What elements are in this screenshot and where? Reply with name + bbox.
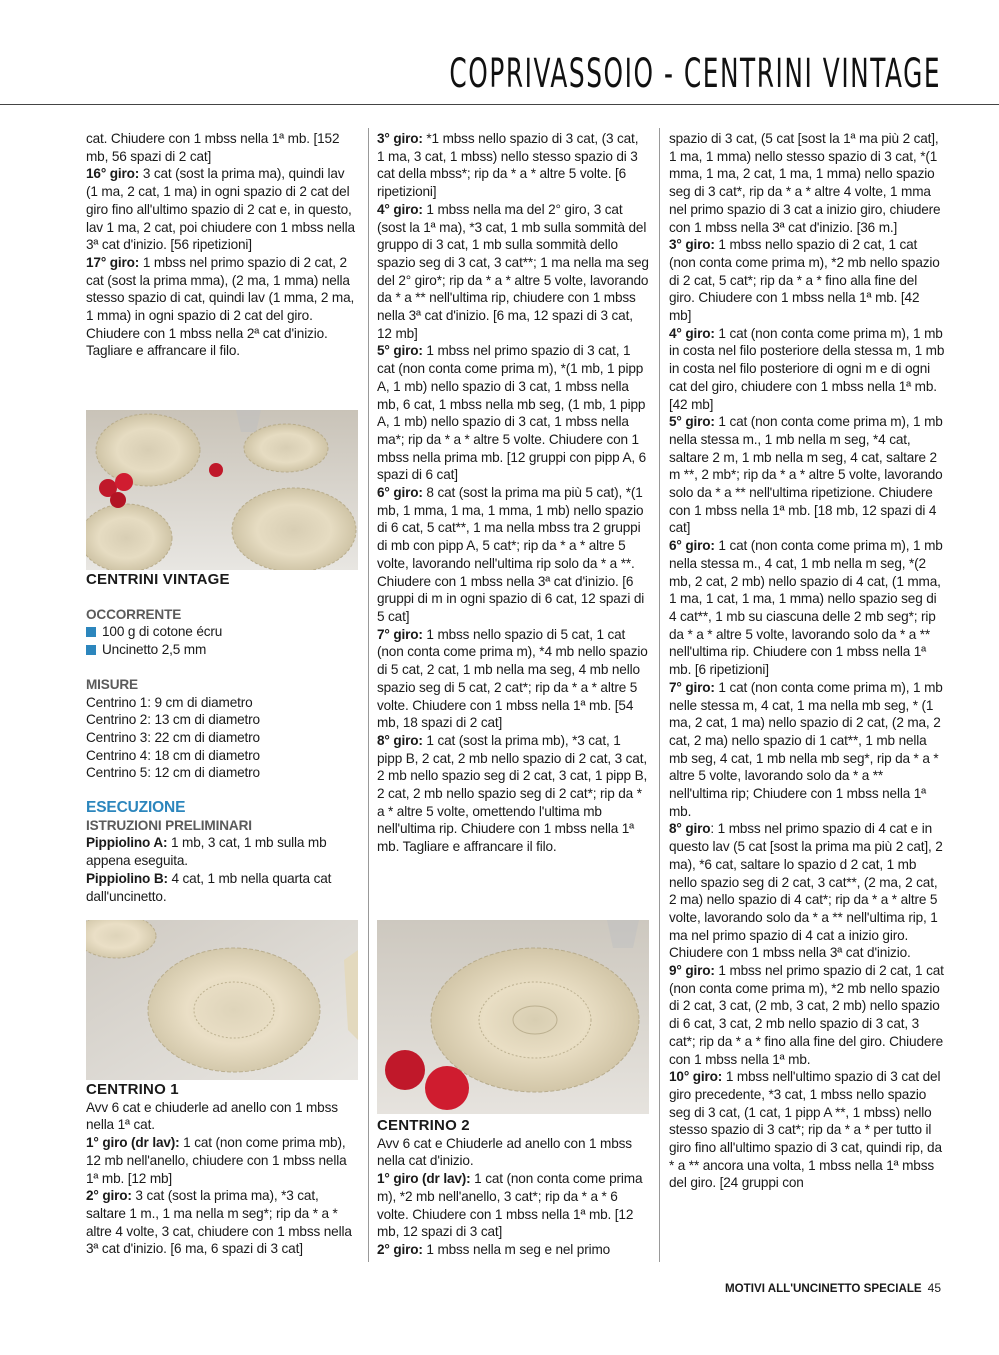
paragraph: 6° giro: 8 cat (sost la prima ma più 5 cat), *(1 mb, 1 mma, 1 ma, 1 mma, 1 mb) nello spazio di 6 cat, 5 cat**, 1 ma nella mbss tra 2 gruppi di mb con pipp A, 5 cat*; rip da * a * altre 5 volte, lavorando nell'ultima rip solo da * a **. Chiudere con 1 mbss nella 3ª cat d'inizio. [6 gruppi di m in ogni spazio di 6 cat, 12 spazi di 5 cat] bbox=[377, 485, 645, 624]
column-divider bbox=[659, 128, 660, 1262]
paragraph: Avv 6 cat e chiuderle ad anello con 1 mbss nella 1ª cat. bbox=[86, 1099, 338, 1133]
paragraph: 4° giro: 1 cat (non conta come prima m), 1 mb in costa nel filo posteriore della stessa m, 1 mb in costa nel filo posteriore di ogni m e di ogni cat del giro, chiudere con 1 mbss nella 1ª mb. [42 mb] bbox=[669, 325, 945, 412]
column-3 bbox=[669, 130, 945, 1192]
page-title: COPRIVASSOIO - CENTRINI VINTAGE bbox=[449, 51, 941, 97]
sizes-heading: MISURE bbox=[86, 676, 138, 692]
paragraph: 8° giro: 1 cat (sost la prima mb), *3 cat, 1 pipp B, 2 cat, 2 mb nello spazio di 2 cat, 3 cat, 2 mb nello spazio seg di 2 cat, 3 cat, 1 pipp B, 2 cat, 2 mb nello spazio seg di 2 cat*; rip da * a * altre 5 volte, omettendo l'ultima mb nell'ultima rip. Chiudere con 1 mbss nella 1ª mb. Tagliare e affrancare il filo. bbox=[377, 732, 648, 855]
bullet-icon bbox=[86, 645, 96, 655]
paragraph: 5° giro: 1 mbss nel primo spazio di 3 cat, 1 cat (non conta come prima m), *(1 mb, 1 pipp A, 1 mb) nello spazio di 3 cat, 1 mbss nella mb, 6 cat, 1 mbss nella mb seg, (1 mb, 1 pipp A, 1 mb) nello spazio di 3 cat, 1 mbss nella ma*; rip da * a * altre 5 volte. Chiudere con 1 mbss nella prima mb. [12 gruppi con pipp A, 6 spazi di 6 cat] bbox=[377, 343, 647, 483]
photo-centrino-2 bbox=[377, 920, 649, 1114]
paragraph: Chiudere con 1 mbss nella 2ª cat d'inizio. Tagliare e affrancare il filo. bbox=[86, 325, 328, 359]
page-number: 45 bbox=[927, 1281, 941, 1295]
paragraph: 8° giro: 1 mbss nel primo spazio di 4 cat e in questo lav (5 cat [sost la prima ma più 2 cat], 2 ma), *6 cat, saltare lo spazio d 2 cat, 1 mb nello spazio seg di 2 cat, 3 cat**, (2 ma, 2 cat, 2 ma) nello spazio di 4 cat*; rip da * a * altre 5 volte, lavorando solo da * a ** nell'ultima rip, 1 ma nel primo spazio di 4 cat a inizio giro. Chiudere con 1 mbss nella 3ª cat d'inizio. bbox=[669, 821, 943, 961]
paragraph: 1° giro (dr lav): 1 cat (non conta come prima m), *2 mb nell'anello, 3 cat*; rip da * a * 6 volte. Chiudere con 1 mbss nella 1ª mb. [12 mb, 12 spazi di 3 cat] bbox=[377, 1171, 643, 1240]
paragraph: Pippiolino B: 4 cat, 1 mb nella quarta cat dall'uncinetto. bbox=[86, 870, 332, 904]
materials-item: Uncinetto 2,5 mm bbox=[86, 641, 358, 659]
paragraph: Pippiolino A: 1 mb, 3 cat, 1 mb sulla mb appena eseguita. bbox=[86, 835, 327, 869]
paragraph bbox=[86, 165, 358, 254]
photo-image bbox=[86, 410, 358, 570]
size-item: Centrino 2: 13 cm di diametro bbox=[86, 712, 260, 728]
paragraph: 3° giro: 1 mbss nello spazio di 2 cat, 1 cat (non conta come prima m), *2 mb nello spazio di 2 cat, 5 cat*; rip da * a * fino alla fine del giro. Chiudere con 1 mbss nella 1ª mb. [42 mb] bbox=[669, 237, 940, 324]
size-item: Centrino 3: 22 cm di diametro bbox=[86, 729, 260, 745]
paragraph: cat. Chiudere con 1 mbss nella 1ª mb. [152 mb, 56 spazi di 2 cat] bbox=[86, 131, 340, 164]
paragraph: 9° giro: 1 mbss nel primo spazio di 2 cat, 1 cat (non conta come prima m), *2 mb nello spazio di 2 cat, 3 cat, (2 mb, 3 cat, 2 mb) nello spazio di 6 cat, 3 cat, 2 mb nello spazio di 3 cat, 3 cat*; rip da * a * fino alla fine del giro. Chiudere con 1 mbss nella 1ª mb. bbox=[669, 963, 944, 1067]
column-1-lower bbox=[86, 571, 358, 905]
paragraph: 1° giro (dr lav): 1 cat (non come prima mb), 12 mb nell'anello, chiudere con 1 mbss nella 1ª mb. [12 mb] bbox=[86, 1135, 347, 1186]
paragraph: 2° giro: 1 mbss nella m seg e nel primo bbox=[377, 1241, 611, 1257]
centrino-1-section bbox=[86, 1081, 358, 1258]
materials-item: 100 g di cotone écru bbox=[86, 623, 358, 641]
column-1 bbox=[86, 130, 358, 360]
paragraph: Avv 6 cat e Chiuderle ad anello con 1 mbss nella cat d'inizio. bbox=[377, 1135, 632, 1169]
round-text: 3 cat (sost la prima ma), quindi lav (1 ma, 2 cat, 1 ma) in ogni spazio di 2 cat del giro fino all'ultimo spazio di 2 cat e, in questo, lav 1 ma, 2 cat, poi chiudere con 1 mbss nella 3ª cat d'inizio. [56 ripetizioni] bbox=[86, 166, 355, 253]
magazine-name: MOTIVI ALL'UNCINETTO SPECIALE bbox=[725, 1282, 922, 1295]
paragraph: 2° giro: 3 cat (sost la prima ma), *3 cat, saltare 1 m., 1 ma nella m seg*; rip da * a * altre 4 volte, 3 cat, chiudere con 1 mbss nella 3ª cat d'inizio. [6 ma, 6 spazi di 3 cat] bbox=[86, 1188, 352, 1257]
size-item: Centrino 5: 12 cm di diametro bbox=[86, 765, 260, 781]
paragraph: 3° giro: *1 mbss nello spazio di 3 cat, (3 cat, 1 ma, 3 cat, 1 mbss) nello stesso spazio di 3 cat della mbss*; rip da * a * altre 5 volte. [6 ripetizioni] bbox=[377, 131, 639, 200]
paragraph: 4° giro: 1 mbss nella ma del 2° giro, 3 cat (sost la 1ª ma), *3 cat, 1 mb sulla sommità del gruppo di 3 cat, 1 mb sulla sommità dello spazio seg di 3 cat, 3 cat**; 1 ma nella ma seg del 2° giro*; rip da * a * altre 5 volte, lavorando da * a ** nell'ultima rip, chiudere con 1 mbss nella 3ª cat d'inizio. [6 ma, 12 spazi di 3 cat, 12 mb] bbox=[377, 201, 649, 341]
size-item: Centrino 1: 9 cm di diametro bbox=[86, 694, 253, 710]
paragraph: 7° giro: 1 cat (non conta come prima m), 1 mb nelle stessa m, 4 cat, 1 ma nella mb seg, * (1 ma, 2 cat, 1 ma) nello spazio di 2 cat, (2 ma, 2 cat, 2 ma) nello spazio di 1 cat**, 1 mb nella mb seg, 4 cat, 1 mb nella mb seg*, rip da * a * altre 5 volte, lavorando solo da * a ** nell'ultima rip; Chiudere con 1 mbss nella 1ª mb. bbox=[669, 679, 943, 819]
photo-centrino-1 bbox=[86, 920, 358, 1080]
paragraph: spazio di 3 cat, (5 cat [sost la 1ª ma più 2 cat], 1 ma, 1 mma) nello stesso spazio di 3 cat, *(1 mma, 1 ma, 2 cat, 1 ma, 1 mma) nello spazio seg di 3 cat*, rip da * a * altre 4 volte, 1 mma nel primo spazio di 3 cat a inizio giro, chiudere con 1 mbss nella 3ª cat d'inizio. [36 m.] bbox=[669, 131, 941, 235]
bullet-icon bbox=[86, 627, 96, 637]
size-item: Centrino 4: 18 cm di diametro bbox=[86, 747, 260, 763]
paragraph: 7° giro: 1 mbss nello spazio di 5 cat, 1 cat (non conta come prima m), *4 mb nello spazio di 5 cat, 2 cat, 1 mb nella ma seg, 4 mb nello spazio seg di 5 cat, 2 cat*; rip da * a * altre 5 volte. Chiudere con 1 mbss nella 1ª mb. [54 mb, 18 spazi di 2 cat] bbox=[377, 626, 648, 731]
photo-image bbox=[377, 920, 649, 1114]
preliminary-heading: ISTRUZIONI PRELIMINARI bbox=[86, 817, 252, 833]
execution-heading: ESECUZIONE bbox=[86, 799, 186, 817]
round-text: 1 mbss nel primo spazio di 2 cat, 2 cat (sost la prima mma), (2 ma, 1 mma) nella stesso spazio di cat, quindi lav (1 mma, 2 ma, 1 mma) in ogni spazio di 2 cat del giro. bbox=[86, 254, 355, 324]
title-rule bbox=[0, 104, 999, 105]
column-divider bbox=[368, 128, 369, 1262]
column-2 bbox=[377, 130, 649, 856]
round-label: 17° giro: bbox=[86, 254, 140, 270]
centrino-2-section bbox=[377, 1117, 649, 1259]
section-heading: CENTRINO 2 bbox=[377, 1117, 470, 1134]
materials-heading: OCCORRENTE bbox=[86, 606, 182, 622]
paragraph: 10° giro: 1 mbss nell'ultimo spazio di 3 cat del giro precedente, *3 cat, 1 mbss nello spazio seg di 3 cat, (1 cat, 1 pipp A **, 1 mbss) nello stesso spazio di 3 cat*; rip da * a * per tutto il giro fino all'ultimo spazio di 3 cat, quindi rip, da * a ** ancora una volta, 1 mbss nella 1ª mbss del giro. [24 gruppi con bbox=[669, 1069, 942, 1191]
paragraph bbox=[86, 254, 358, 325]
page-footer bbox=[725, 1281, 941, 1295]
section-heading: CENTRINO 1 bbox=[86, 1081, 179, 1098]
photo-doilies-strawberries bbox=[86, 410, 358, 570]
paragraph: 5° giro: 1 cat (non conta come prima m), 1 mb nella stessa m., 1 mb nella m seg, *4 cat, saltare 2 m, 1 mb nella m seg, 4 cat, saltare 2 m **, 2 mb*; rip da * a * altre 5 volte, lavorando solo da * a ** nell'ultima ripetizione. Chiudere con 1 mbss nella 1ª mb. [18 mb, 12 spazi di 4 cat] bbox=[669, 414, 943, 536]
round-label: 16° giro: bbox=[86, 166, 140, 182]
photo-image bbox=[86, 920, 358, 1080]
paragraph: 6° giro: 1 cat (non conta come prima m), 1 mb nella stessa m., 4 cat, 1 mb nella m seg, *(2 mb, 2 cat, 2 mb) nello spazio di 4 cat, (1 mma, 1 ma, 1 cat, 1 ma, 1 mma) nello spazio seg di 4 cat**, 1 mb su ciascuna delle 2 mb seg*; rip da * a * altre 5 volte, lavorando solo da * a ** nell'ultima rip. Chiudere con 1 mbss nella 1ª mb. [6 ripetizioni] bbox=[669, 538, 943, 678]
section-heading: CENTRINI VINTAGE bbox=[86, 571, 230, 588]
